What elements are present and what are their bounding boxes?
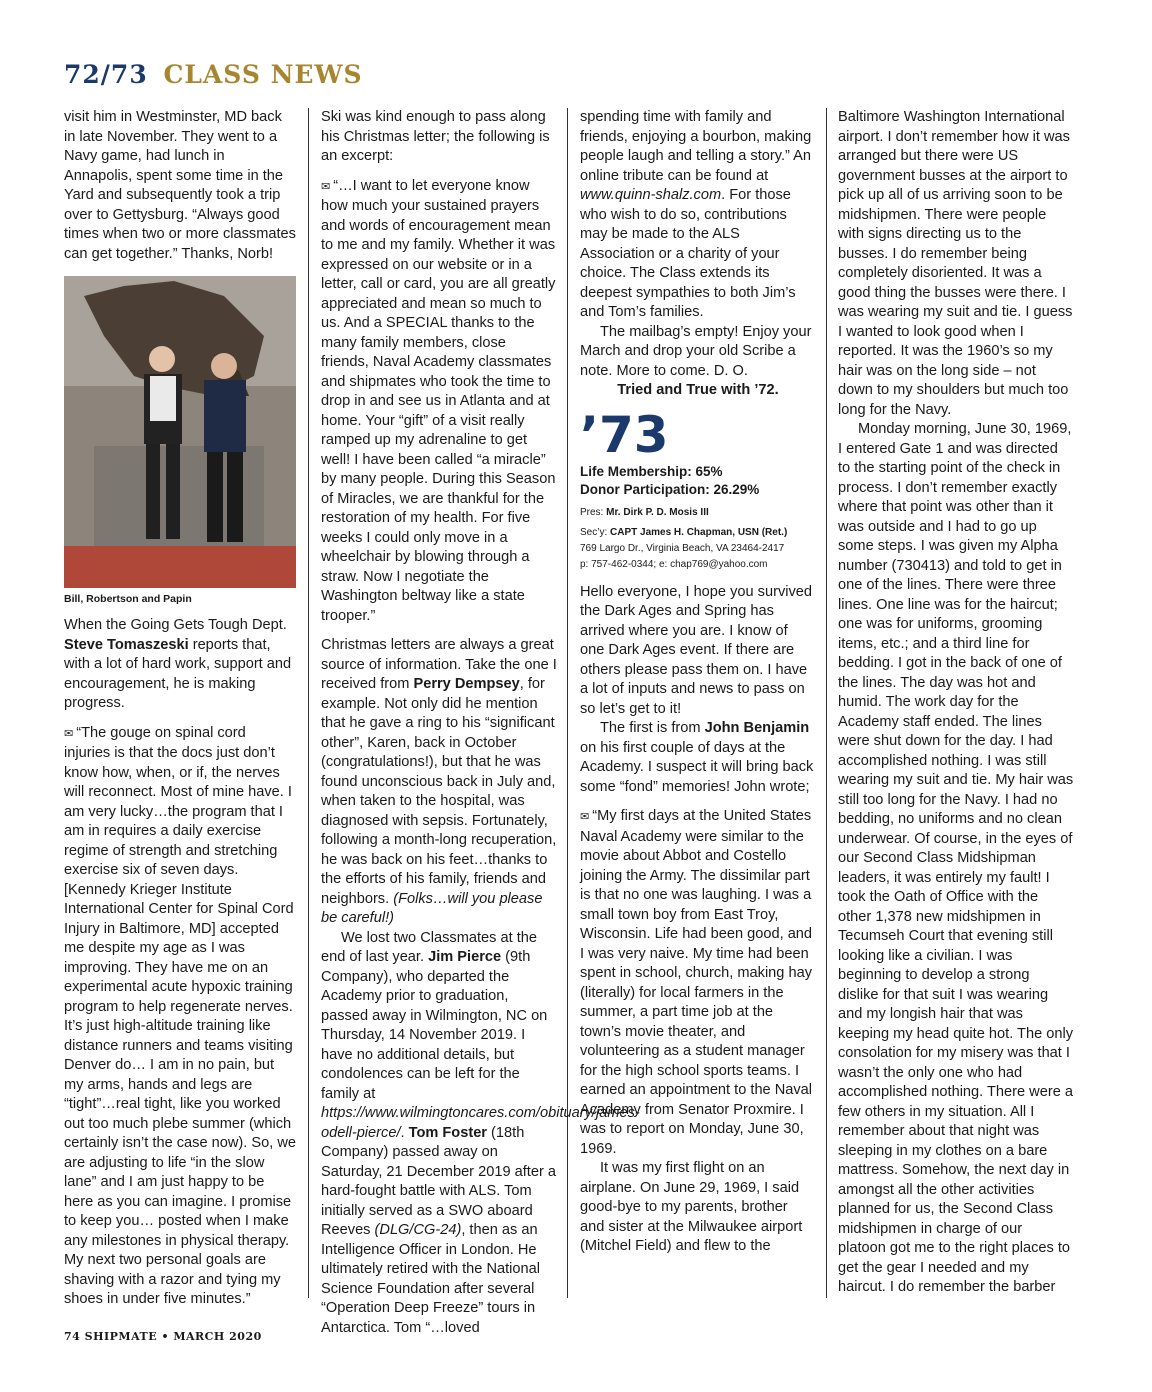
tribute-link[interactable]: www.quinn-shalz.com xyxy=(580,187,722,203)
paragraph: Baltimore Washington International airport. I don’t remember how it was arranged but there were US government busses at the airport to pick up all of us arriving soon to be midshipmen. There were people with signs directing us to the busses. I do remember being completely disoriented. It was a good thing the busses were there. I was wearing my suit and tie. I guess I wanted to look good when I reported. It was the 1960’s so my hair was on the long side – not down to my shoulders but much too long for the Navy. xyxy=(838,109,1073,418)
quote-paragraph xyxy=(580,807,816,1159)
donor-participation-stat: Donor Participation: 26.29% xyxy=(580,481,760,497)
text: (18th Company) passed away on Saturday, 21 December 2019 after a hard-fought battle with ALS. Tom initially served as a SWO aboard Reeves xyxy=(321,1124,556,1238)
text: reports that, with a lot of hard work, support and encouragement, he is making progress. xyxy=(64,636,292,711)
secretary-contact: p: 757-462-0344; e: chap769@yahoo.com xyxy=(580,558,768,570)
photo-image xyxy=(64,276,296,588)
column-divider xyxy=(826,108,827,1298)
page-number: 74 xyxy=(64,1330,81,1343)
ship-designation: (DLG/CG-24) xyxy=(374,1222,462,1238)
paragraph: It was my first flight on an airplane. On June 29, 1969, I said good-bye to my parents, brother and sister at the Milwaukee airport (Mitchel Field) and flew to the xyxy=(580,1160,803,1254)
text: (9th Company), who departed the Academy prior to graduation, passed away in Wilmington, NC on Thursday, 14 November 2019. I have no additional details, but condolences can be left for the family at xyxy=(321,949,548,1102)
person-name: Jim Pierce xyxy=(428,949,502,965)
page-footer xyxy=(64,1330,262,1343)
president-name: Mr. Dirk P. D. Mosis III xyxy=(606,506,709,518)
text: Christmas letters are always a great source of information. Take the one I received from xyxy=(321,637,557,692)
paragraph xyxy=(580,719,816,797)
life-membership-stat: Life Membership: 65% xyxy=(580,463,723,479)
text: , for example. Not only did he mention that he gave a ring to his “significant other”, Karen, back in October (congratulations!), but that he was found unconscious back in July and, when taken to the hospital, was diagnosed with sepsis. Fortunately, following a month-long recuperation, he was back on his feet…thanks to the efforts of his family, friends and neighbors. xyxy=(321,676,557,907)
text: The first is from xyxy=(600,720,705,736)
column-3 xyxy=(580,108,816,1257)
separator: • xyxy=(161,1330,169,1343)
paragraph: Ski was kind enough to pass along his Christmas letter; the following is an excerpt: xyxy=(321,109,550,164)
signoff: Tried and True with ’72. xyxy=(617,382,779,398)
quote-paragraph xyxy=(64,724,296,1310)
column-1 xyxy=(64,108,296,1310)
label: Sec’y: xyxy=(580,526,611,538)
text: “My first days at the United States Naval Academy were similar to the movie about Abbot and Costello joining the Army. The dissimilar part is that no one was laughing. I was a small town boy from East Troy, Wisconsin. Life had been good, and I was very naive. My time had been spent in school, church, making hay (literally) for local farmers in the summer, a part time job at the town’s movie theater, and volunteering as a student manager for the high school sports teams. I earned an appointment to the Naval Academy from Senator Proxmire. I was to report on Monday, June 30, 1969. xyxy=(580,808,813,1157)
envelope-icon: ✉ xyxy=(321,180,331,193)
paragraph: Monday morning, June 30, 1969, I entered Gate 1 and was directed to the starting point of the check in process. I don’t remember exactly where that point was other than it was outside and I had to go up some steps. I was given my Alpha number (730413) and told to get in one of the lines. There were three lines. One line was for the haircut; one was for uniforms, grooming items, etc.; and a third line for bedding. I got in the back of one of the lines. The day was hot and humid. The work day for the Academy staff ended. The lines were shut down for the day. I had accomplished nothing. I was still wearing my suit and tie. My hair was still too long for the Navy. I had no bedding, no uniforms and no clean underwear. Of course, in the eyes of our Second Class Midshipman leaders, it was entirely my fault! I took the Oath of Office with the other 1,378 new midshipmen in Tecumseh Court that evening still looking like a civilian. I was beginning to develop a strong dislike for that suit I was wearing and my longish hair that was keeping my head quite hot. The only consolation for my misery was that I wasn’t the only one who had accomplished nothing. There were a few others in my situation. All I remember about that night was sleeping in my clothes on a bare mattress. Somehow, the next day in amongst all the other activities planned for us, the Second Class midshipmen in charge of our platoon got me to the right places to get the gear I needed and my haircut. I do remember the barber xyxy=(838,421,1074,1295)
column-4 xyxy=(838,108,1074,1298)
paragraph xyxy=(321,929,640,1339)
paragraph xyxy=(580,108,816,323)
italic-note: (Folks…will you please be careful!) xyxy=(321,890,543,926)
text: on his first couple of days at the Academy. I suspect it will bring back some “fond” memories! John wrote; xyxy=(580,739,814,795)
paragraph xyxy=(321,636,557,929)
section-number: 72/73 xyxy=(64,60,148,89)
issue-date: MARCH 2020 xyxy=(173,1330,262,1343)
text: , then as an Intelligence Officer in London. He ultimately retired with the National Science Foundation after several “Operation Deep Freeze” tours in Antarctica. Tom “…loved xyxy=(321,1222,541,1336)
president-line xyxy=(580,505,816,521)
person-name: Perry Dempsey xyxy=(413,676,520,692)
column-divider xyxy=(308,108,309,1298)
photo-caption: Bill, Robertson and Papin xyxy=(64,593,192,605)
paragraph: Hello everyone, I hope you survived the Dark Ages and Spring has arrived where you are. I know of one Dark Ages event. If there are others please pass them on. I have a lot of inputs and news to pass on so let’s get to it! xyxy=(580,583,813,717)
envelope-icon: ✉ xyxy=(580,811,590,823)
paragraph: visit him in Westminster, MD back in late November. They went to a Navy game, had lunch in Annapolis, spent some time in the Yard and subsequently took a trip over to Gettysburg. “Always good times when two or more classmates can get together.” Thanks, Norb! xyxy=(64,109,296,262)
secretary-line xyxy=(580,525,816,541)
text: When the Going Gets Tough Dept. xyxy=(64,617,287,633)
person-name: Tom Foster xyxy=(408,1124,487,1141)
person-name: John Benjamin xyxy=(704,720,810,736)
paragraph: The mailbag’s empty! Enjoy your March and drop your old Scribe a note. More to come. D. O. xyxy=(580,323,812,379)
text: spending time with family and friends, enjoying a bourbon, making people laugh and telling a story.” An online tribute can be found at xyxy=(580,109,812,184)
magazine-name: SHIPMATE xyxy=(84,1330,158,1343)
person-name: Steve Tomaszeski xyxy=(64,636,189,653)
text: . For those who wish to do so, contributions may be made to the ALS Association or a charity of your choice. The Class extends its deepest sympathies to both Jim’s and Tom’s families. xyxy=(580,187,796,320)
label: Pres: xyxy=(580,506,607,518)
section-header xyxy=(64,60,363,89)
paragraph xyxy=(64,616,296,714)
envelope-icon: ✉ xyxy=(64,727,74,740)
text: “The gouge on spinal cord injuries is that the docs just don’t know how, when, or if, the nerves will reconnect. Most of mine have. I am very lucky…the program that I am in requires a daily exercise regime of strength and stretching exercise six of seven days. [Kennedy Krieger Institute International Center for Spinal Cord Injury in Baltimore, MD] accepted me despite my age as I was improving. They have me on an experimental acute hypoxic training program to help regenerate nerves. It’s just high-altitude training like distance runners and teams visiting Denver do… I am in no pain, but my arms, hands and legs are “tight”…real tight, like you worked out too much plebe summer (which certainly isn’t the case now). So, we are adjusting to life “in the slow lane” and I am just happy to be here as you can imagine. I promise to keep you… posted when I make any milestones in physical therapy. My next two personal goals are shaving with a razor and tying my shoes in under five minutes.” xyxy=(64,724,296,1307)
section-title: CLASS NEWS xyxy=(163,60,363,89)
text: . xyxy=(400,1124,409,1141)
secretary-name: CAPT James H. Chapman, USN (Ret.) xyxy=(610,526,788,538)
obituary-link[interactable]: https://www.wilmingtoncares.com/obituary/james-odell-pierce/ xyxy=(321,1105,640,1141)
secretary-address: 769 Largo Dr., Virginia Beach, VA 23464-2417 xyxy=(580,542,785,554)
class-year-heading: ’73 xyxy=(580,405,669,464)
photo-classmates xyxy=(64,276,296,588)
quote-paragraph xyxy=(321,177,557,627)
text: We lost two Classmates at the end of last year. xyxy=(321,929,538,965)
text: “…I want to let everyone know how much your sustained prayers and words of encouragement mean to me and my family. Whether it was expressed on our website or in a letter, call or card, you are all greatly appreciated and mean so much to us. And a SPECIAL thanks to the many family members, close friends, Naval Academy classmates and shipmates who took the time to drop in and see us in Atlanta and at home. Your “gift” of a visit really ramped up my adrenaline to get well! I have been called “a miracle” by many people. During this Season of Miracles, we are thankful for the restoration of my health. For five weeks I could only move in a wheelchair by blowing through a straw. Now I negotiate the Washington beltway like a state trooper.” xyxy=(321,177,556,624)
